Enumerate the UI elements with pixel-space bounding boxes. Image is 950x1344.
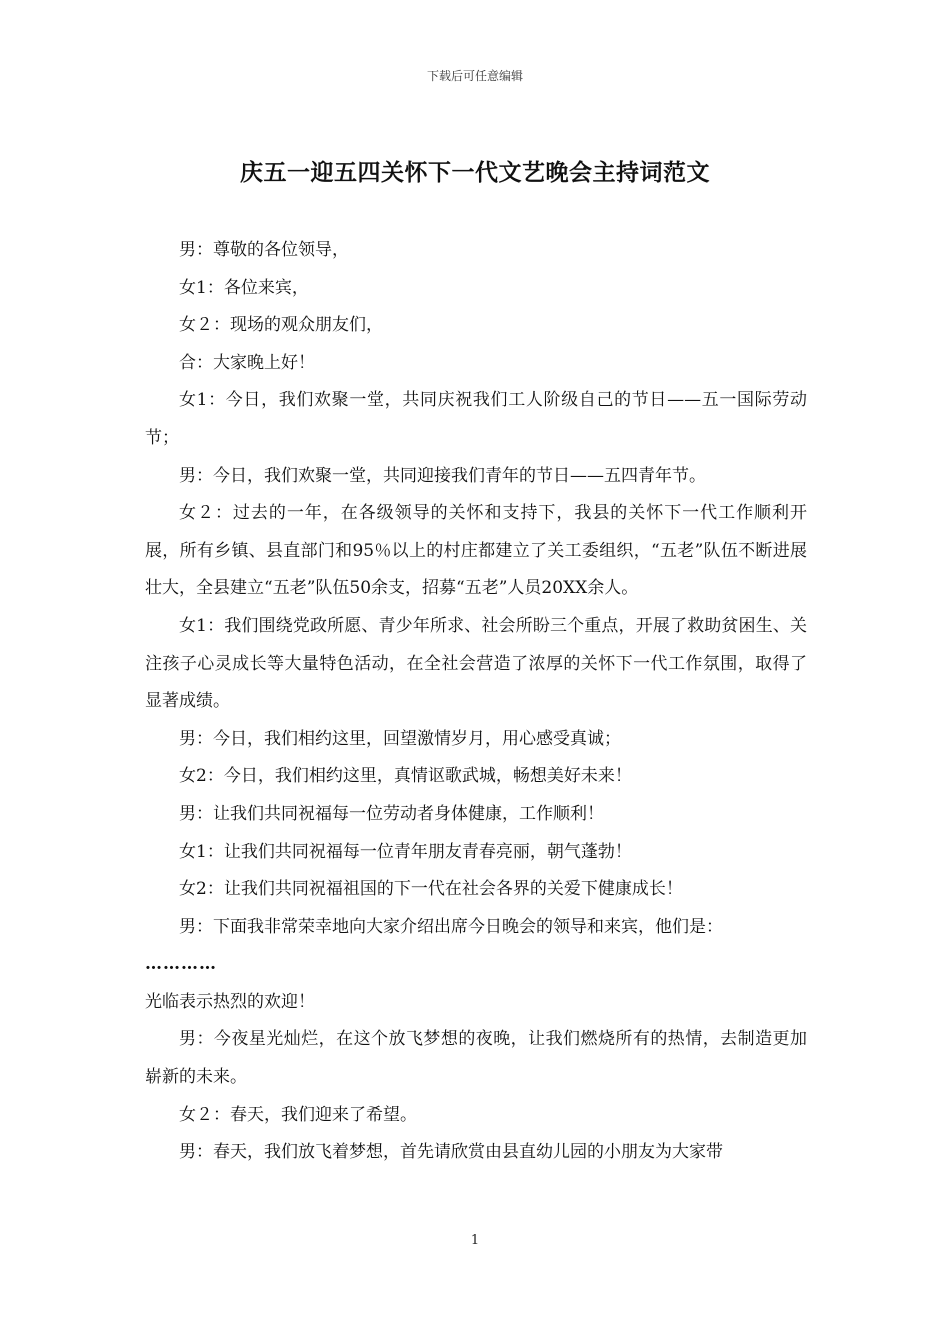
- paragraph: 女2：让我们共同祝福祖国的下一代在社会各界的关爱下健康成长！: [179, 879, 683, 900]
- paragraph: 男：春天，我们放飞着梦想，首先请欣赏由县直幼儿园的小朋友为大家带: [179, 1142, 723, 1163]
- document-title: 庆五一迎五四关怀下一代文艺晚会主持词范文: [240, 159, 710, 186]
- paragraph: 女1：各位来宾，: [179, 277, 309, 298]
- document-body: [145, 232, 807, 1172]
- paragraph: 男：今夜星光灿烂，在这个放飞梦想的夜晚，让我们燃烧所有的热情，去制造更加崭新的未来。: [145, 1029, 807, 1088]
- ellipsis-line: …………: [145, 954, 217, 975]
- paragraph: 男：让我们共同祝福每一位劳动者身体健康，工作顺利！: [179, 803, 604, 824]
- paragraph: 女1：我们围绕党政所愿、青少年所求、社会所盼三个重点，开展了救助贫困生、关注孩子心灵成长等大量特色活动，在全社会营造了浓厚的关怀下一代工作氛围，取得了显著成绩。: [145, 615, 807, 712]
- paragraph: 合：大家晚上好！: [179, 352, 315, 373]
- paragraph: 男：今日，我们相约这里，回望激情岁月，用心感受真诚；: [179, 728, 621, 749]
- page-number: 1: [470, 1233, 480, 1248]
- paragraph: 男：下面我非常荣幸地向大家介绍出席今日晚会的领导和来宾，他们是：: [179, 916, 723, 937]
- paragraph: 男：今日，我们欢聚一堂，共同迎接我们青年的节日——五四青年节。: [179, 465, 706, 486]
- paragraph: 女２：现场的观众朋友们，: [179, 315, 383, 336]
- paragraph: 女2：今日，我们相约这里，真情讴歌武城，畅想美好未来！: [179, 766, 632, 787]
- paragraph: 光临表示热烈的欢迎！: [145, 991, 315, 1012]
- paragraph: 女1：让我们共同祝福每一位青年朋友青春亮丽，朝气蓬勃！: [179, 841, 632, 862]
- paragraph: 女２：过去的一年，在各级领导的关怀和支持下，我县的关怀下一代工作顺利开展，所有乡镇、县直部门和95％以上的村庄都建立了关工委组织，“五老”队伍不断进展壮大，全县建立“五老”队伍50余支，招募“五老”人员20XX余人。: [145, 503, 807, 599]
- paragraph: 男：尊敬的各位领导，: [179, 240, 349, 260]
- page-header-note: 下载后可任意编辑: [426, 69, 523, 83]
- paragraph: 女1：今日，我们欢聚一堂，共同庆祝我们工人阶级自己的节日——五一国际劳动节；: [145, 390, 807, 448]
- paragraph: 女２：春天，我们迎来了希望。: [179, 1104, 417, 1125]
